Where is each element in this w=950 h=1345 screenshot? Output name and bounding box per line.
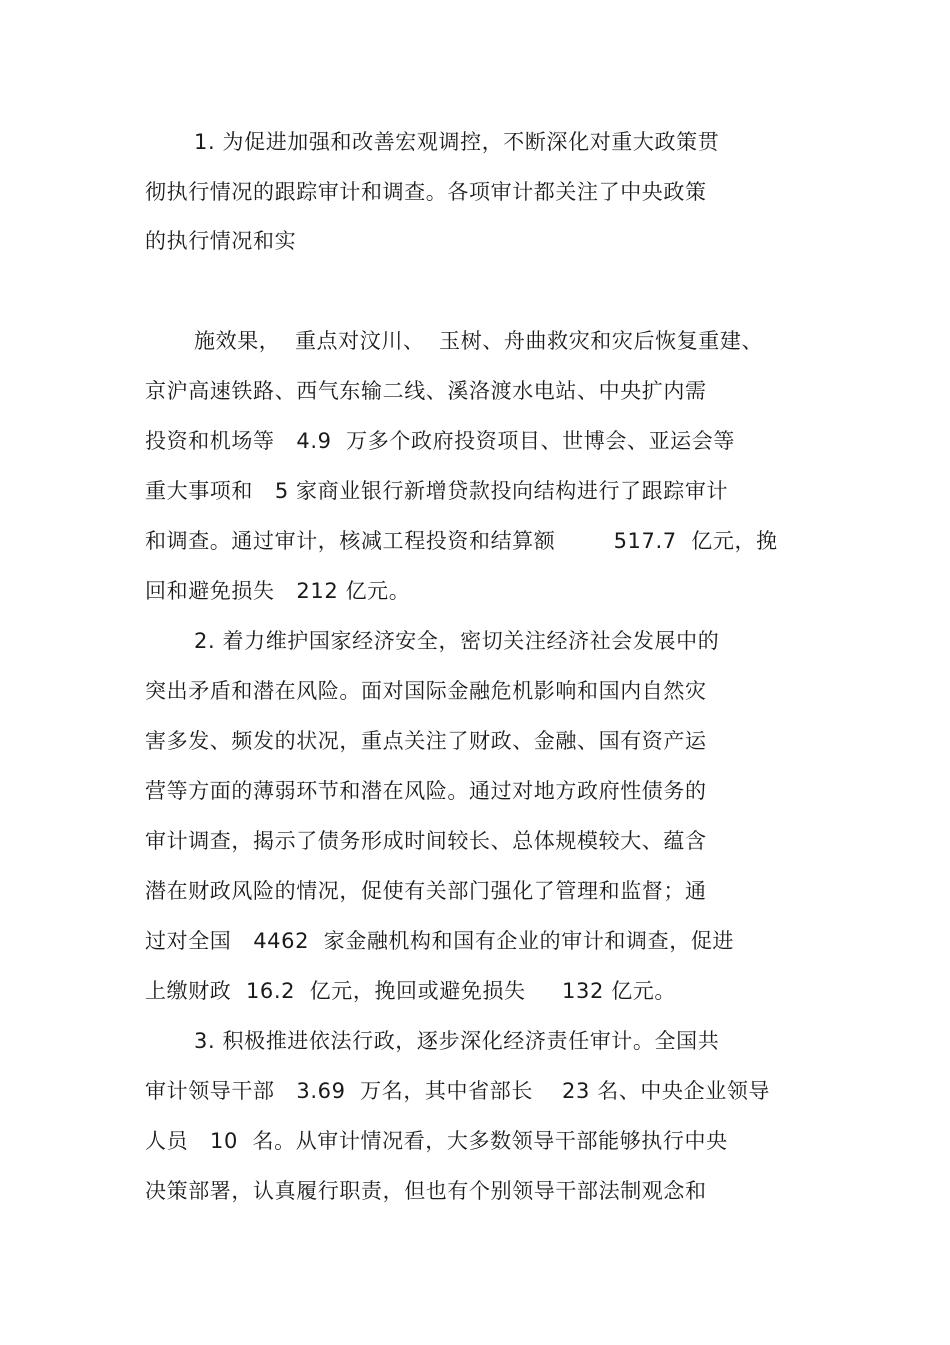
text-line: 突出矛盾和潜在风险。面对国际金融危机影响和国内自然灾 [145, 679, 707, 703]
text-line: 害多发、频发的状况，重点关注了财政、金融、国有资产运 [145, 729, 707, 753]
text-line: 的执行情况和实 [145, 229, 297, 253]
text-line: 审计调查，揭示了债务形成时间较长、总体规模较大、蕴含 [145, 829, 707, 853]
text-line: 上缴财政 16.2 亿元，挽回或避免损失 132 亿元。 [145, 979, 676, 1003]
text-line: 决策部署，认真履行职责，但也有个别领导干部法制观念和 [145, 1179, 707, 1203]
text-line: 京沪高速铁路、西气东输二线、溪洛渡水电站、中央扩内需 [145, 379, 707, 403]
text-line: 3. 积极推进依法行政，逐步深化经济责任审计。全国共 [194, 1029, 720, 1053]
text-line: 和调查。通过审计，核减工程投资和结算额 517.7 亿元，挽 [145, 529, 778, 553]
text-line: 施效果， 重点对汶川、 玉树、舟曲救灾和灾后恢复重建、 [194, 329, 764, 353]
text-line: 过对全国 4462 家金融机构和国有企业的审计和调查，促进 [145, 929, 735, 953]
text-line: 人员 10 名。从审计情况看，大多数领导干部能够执行中央 [145, 1129, 728, 1153]
text-line: 潜在财政风险的情况，促使有关部门强化了管理和监督；通 [145, 879, 707, 903]
text-line: 彻执行情况的跟踪审计和调查。各项审计都关注了中央政策 [145, 180, 707, 204]
text-line: 回和避免损失 212 亿元。 [145, 579, 411, 603]
text-line: 重大事项和 5 家商业银行新增贷款投向结构进行了跟踪审计 [145, 479, 729, 503]
text-line: 2. 着力维护国家经济安全，密切关注经济社会发展中的 [194, 629, 720, 653]
text-line: 营等方面的薄弱环节和潜在风险。通过对地方政府性债务的 [145, 779, 707, 803]
text-line: 1. 为促进加强和改善宏观调控，不断深化对重大政策贯 [194, 130, 720, 154]
text-line: 投资和机场等 4.9 万多个政府投资项目、世博会、亚运会等 [145, 429, 735, 453]
text-line: 审计领导干部 3.69 万名，其中省部长 23 名、中央企业领导 [145, 1079, 771, 1103]
